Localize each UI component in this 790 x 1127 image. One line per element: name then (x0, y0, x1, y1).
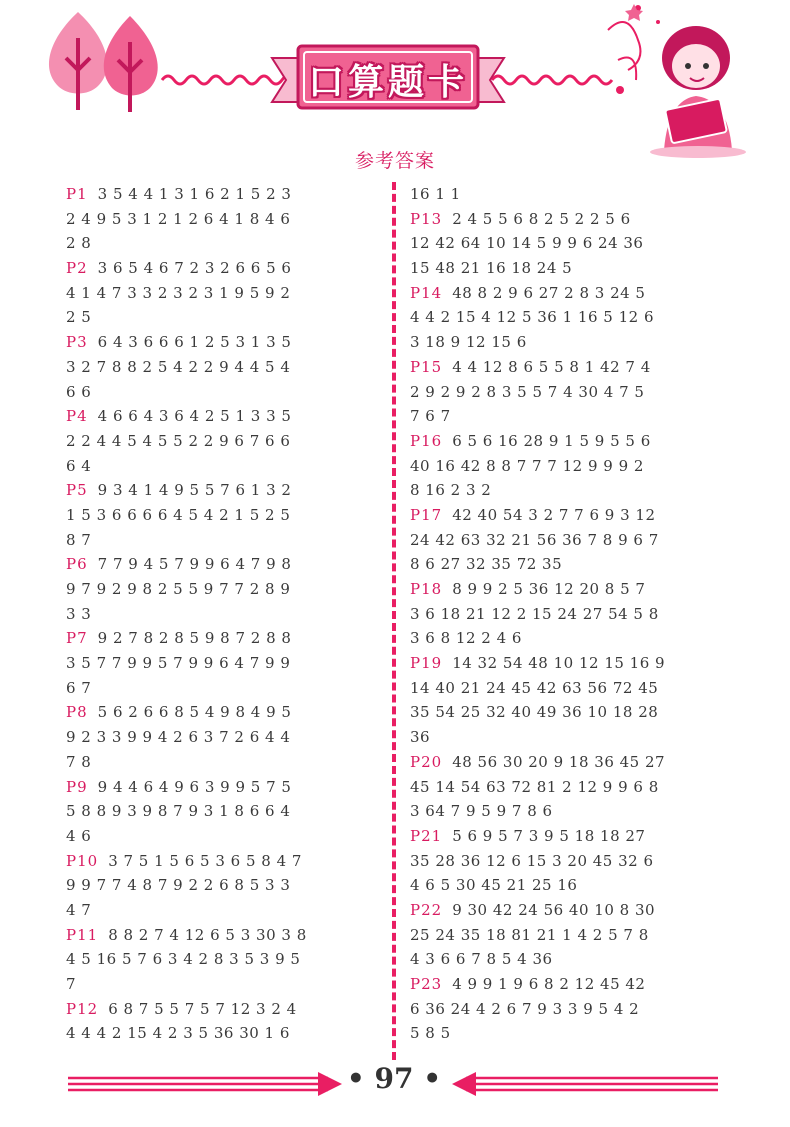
answer-values: 5 6 9 5 7 3 9 5 18 18 27 (452, 826, 646, 845)
answer-values: 4 7 (66, 900, 92, 919)
answer-values: 14 32 54 48 10 12 15 16 9 (452, 654, 666, 673)
answer-values: 12 42 64 10 14 5 9 9 6 24 36 (410, 234, 644, 253)
answer-line (410, 898, 722, 923)
answer-values: 7 6 7 (410, 407, 451, 426)
answer-values: 35 54 25 32 40 49 36 10 18 28 (410, 703, 659, 722)
answer-line (410, 305, 722, 330)
answer-line (410, 1021, 722, 1046)
page-label: P18 (410, 580, 443, 598)
answer-values: 5 8 5 (410, 1024, 451, 1043)
page-label: P20 (410, 752, 443, 771)
answer-line (66, 577, 382, 602)
page-number: • 97 • (346, 1062, 442, 1095)
answer-line (66, 281, 382, 306)
answer-line (66, 700, 382, 725)
answer-values: 3 5 7 7 9 9 5 7 9 9 6 4 7 9 9 (66, 654, 291, 673)
answer-line (410, 330, 722, 355)
answer-line (410, 380, 722, 405)
answer-line (66, 404, 382, 429)
page-header (0, 0, 790, 170)
answer-line (66, 824, 382, 849)
answer-values: 3 3 (66, 604, 92, 623)
answer-line (66, 602, 382, 627)
answer-line (66, 528, 382, 553)
answer-line (66, 552, 382, 577)
answer-values: 8 7 (66, 530, 92, 549)
answer-values: 2 2 4 4 5 4 5 5 2 2 9 6 7 6 6 (66, 431, 291, 450)
answer-values: 3 64 7 9 5 9 7 8 6 (410, 802, 553, 821)
answer-line (66, 997, 382, 1022)
answer-line (66, 873, 382, 898)
page-label: P6 (66, 555, 88, 574)
page-label: P19 (410, 654, 443, 673)
answer-values: 7 (66, 975, 77, 993)
answer-line (410, 207, 722, 232)
page-title: 口算题卡 (307, 61, 468, 103)
page-label: P4 (66, 407, 88, 426)
answer-line (66, 849, 382, 874)
answer-line (410, 503, 722, 528)
answer-values: 2 4 9 5 3 1 2 1 2 6 4 1 8 4 6 (66, 209, 291, 228)
answer-values: 6 36 24 4 2 6 7 9 3 3 9 5 4 2 (410, 999, 640, 1018)
answer-values: 3 18 9 12 15 6 (410, 333, 527, 352)
answer-line (66, 923, 382, 948)
wave-decoration-right (490, 68, 615, 92)
answer-values: 3 6 8 12 2 4 6 (410, 629, 522, 648)
answer-line (410, 182, 722, 207)
answer-values: 48 8 2 9 6 27 2 8 3 24 5 (452, 283, 646, 302)
answer-values: 3 7 5 1 5 6 5 3 6 5 8 4 7 (108, 851, 302, 870)
answer-values: 4 5 16 5 7 6 3 4 2 8 3 5 3 9 5 (66, 950, 301, 969)
answer-values: 8 8 2 7 4 12 6 5 3 30 3 8 (108, 925, 307, 944)
answer-line (66, 380, 382, 405)
answer-line (66, 799, 382, 824)
page-label: P23 (410, 975, 443, 993)
answer-values: 3 6 18 21 12 2 15 24 27 54 5 8 (410, 604, 659, 623)
answer-values: 4 4 2 15 4 12 5 36 1 16 5 12 6 (410, 308, 654, 327)
answer-values: 9 30 42 24 56 40 10 8 30 (452, 900, 656, 919)
answer-values: 3 6 5 4 6 7 2 3 2 6 6 5 6 (97, 259, 292, 278)
answer-line (410, 602, 722, 627)
answer-line (410, 725, 722, 750)
answer-line (410, 577, 722, 602)
answer-values: 9 3 4 1 4 9 5 5 7 6 1 3 2 (97, 481, 292, 500)
answer-line (66, 231, 382, 256)
answers-column-left (66, 182, 382, 1046)
answer-line (410, 231, 722, 256)
answer-values: 36 (410, 728, 431, 747)
answer-values: 7 8 (66, 752, 92, 771)
answer-line (410, 552, 722, 577)
answer-line (410, 404, 722, 429)
answer-line (66, 725, 382, 750)
answer-values: 2 8 (66, 234, 92, 253)
page-label: P8 (66, 703, 88, 722)
answer-line (410, 281, 722, 306)
answer-values: 4 3 6 6 7 8 5 4 36 (410, 950, 553, 969)
answer-values: 2 4 5 5 6 8 2 5 2 2 5 6 (452, 209, 631, 228)
answer-values: 9 2 7 8 2 8 5 9 8 7 2 8 8 (97, 629, 292, 648)
answer-values: 9 2 3 3 9 9 4 2 6 3 7 2 6 4 4 (66, 728, 291, 747)
answer-line (66, 355, 382, 380)
answer-line (410, 799, 722, 824)
arrow-left-icon (448, 1070, 720, 1098)
answer-values: 3 5 4 4 1 3 1 6 2 1 5 2 3 (97, 185, 292, 203)
answer-values: 1 5 3 6 6 6 6 4 5 4 2 1 5 2 5 (66, 505, 291, 524)
answer-line (410, 849, 722, 874)
answer-values: 15 48 21 16 18 24 5 (410, 259, 573, 278)
page-label: P9 (66, 777, 88, 796)
section-subtitle: 参考答案 (354, 150, 435, 172)
answer-values: 16 1 1 (410, 185, 461, 203)
page-label: P17 (410, 505, 443, 524)
answer-line (410, 256, 722, 281)
answer-line (66, 207, 382, 232)
answer-values: 2 9 2 9 2 8 3 5 5 7 4 30 4 7 5 (410, 382, 645, 401)
page-label: P1 (66, 185, 88, 203)
page-label: P12 (66, 999, 99, 1018)
answer-values: 35 28 36 12 6 15 3 20 45 32 6 (410, 851, 654, 870)
answer-line (410, 750, 722, 775)
answer-values: 45 14 54 63 72 81 2 12 9 9 6 8 (410, 777, 659, 796)
answer-line (410, 824, 722, 849)
trees-illustration (40, 8, 170, 118)
answer-values: 5 6 2 6 6 8 5 4 9 8 4 9 5 (97, 703, 292, 722)
answer-line (66, 775, 382, 800)
girl-reading-illustration (598, 0, 748, 160)
answer-values: 4 6 (66, 826, 92, 845)
answer-values: 4 1 4 7 3 3 2 3 2 3 1 9 5 9 2 (66, 283, 291, 302)
answer-values: 6 4 3 6 6 6 1 2 5 3 1 3 5 (97, 333, 292, 352)
page-label: P16 (410, 431, 443, 450)
page-label: P3 (66, 333, 88, 352)
answer-values: 6 7 (66, 678, 92, 697)
answer-values: 2 5 (66, 308, 92, 327)
answer-values: 9 4 4 6 4 9 6 3 9 9 5 7 5 (97, 777, 292, 796)
answer-line (66, 750, 382, 775)
answer-line (410, 997, 722, 1022)
answer-line (66, 947, 382, 972)
answer-values: 4 6 6 4 3 6 4 2 5 1 3 3 5 (97, 407, 292, 426)
answer-line (66, 429, 382, 454)
page-label: P11 (66, 925, 99, 944)
answer-line (66, 1021, 382, 1046)
answer-line (410, 700, 722, 725)
answer-line (66, 651, 382, 676)
answer-values: 7 7 9 4 5 7 9 9 6 4 7 9 8 (97, 555, 292, 574)
answer-line (410, 355, 722, 380)
answer-values: 4 9 9 1 9 6 8 2 12 45 42 (452, 975, 646, 993)
page-label: P21 (410, 826, 443, 845)
answer-line (410, 528, 722, 553)
answer-values: 4 4 12 8 6 5 5 8 1 42 7 4 (452, 357, 651, 376)
answer-line (66, 305, 382, 330)
page-label: P14 (410, 283, 443, 302)
page-label: P22 (410, 900, 443, 919)
answer-line (66, 676, 382, 701)
answer-values: 40 16 42 8 8 7 7 7 12 9 9 9 2 (410, 456, 644, 475)
answer-line (410, 626, 722, 651)
answer-values: 48 56 30 20 9 18 36 45 27 (452, 752, 666, 771)
answer-values: 6 8 7 5 5 7 5 7 12 3 2 4 (108, 999, 297, 1018)
answer-line (66, 256, 382, 281)
answer-values: 4 4 4 2 15 4 2 3 5 36 30 1 6 (66, 1024, 290, 1043)
answers-column-right (410, 182, 722, 1046)
answer-values: 4 6 5 30 45 21 25 16 (410, 876, 578, 895)
answer-values: 14 40 21 24 45 42 63 56 72 45 (410, 678, 659, 697)
answer-values: 42 40 54 3 2 7 7 6 9 3 12 (452, 505, 656, 524)
answer-values: 5 8 8 9 3 9 8 7 9 3 1 8 6 6 4 (66, 802, 291, 821)
page-label: P15 (410, 357, 443, 376)
answer-values: 8 9 9 2 5 36 12 20 8 5 7 (452, 580, 646, 598)
answer-values: 24 42 63 32 21 56 36 7 8 9 6 7 (410, 530, 659, 549)
answer-line (410, 429, 722, 454)
answer-line (66, 503, 382, 528)
page-label: P10 (66, 851, 99, 870)
page-label: P5 (66, 481, 88, 500)
answer-values: 9 7 9 2 9 8 2 5 5 9 7 7 2 8 9 (66, 580, 291, 598)
answer-line (66, 330, 382, 355)
answer-values: 8 6 27 32 35 72 35 (410, 555, 563, 574)
answer-line (66, 626, 382, 651)
answer-line (410, 972, 722, 997)
arrow-right-icon (66, 1070, 346, 1098)
answer-values: 6 5 6 16 28 9 1 5 9 5 5 6 (452, 431, 651, 450)
page-label: P13 (410, 209, 443, 228)
page-label: P7 (66, 629, 88, 648)
answer-line (410, 478, 722, 503)
answer-line (410, 676, 722, 701)
answer-line (410, 923, 722, 948)
answer-line (66, 972, 382, 997)
answer-line (66, 478, 382, 503)
answer-line (66, 898, 382, 923)
answer-values: 6 4 (66, 456, 92, 475)
answer-values: 25 24 35 18 81 21 1 4 2 5 7 8 (410, 925, 649, 944)
answer-values: 8 16 2 3 2 (410, 481, 492, 500)
page-label: P2 (66, 259, 88, 278)
answer-line (410, 775, 722, 800)
answer-values: 6 6 (66, 382, 92, 401)
answer-values: 9 9 7 7 4 8 7 9 2 2 6 8 5 3 3 (66, 876, 291, 895)
answer-line (410, 947, 722, 972)
answer-line (66, 182, 382, 207)
answer-line (410, 651, 722, 676)
answer-line (410, 454, 722, 479)
answer-line (66, 454, 382, 479)
answer-values: 3 2 7 8 8 2 5 4 2 2 9 4 4 5 4 (66, 357, 291, 376)
column-divider (392, 182, 396, 1060)
answer-line (410, 873, 722, 898)
